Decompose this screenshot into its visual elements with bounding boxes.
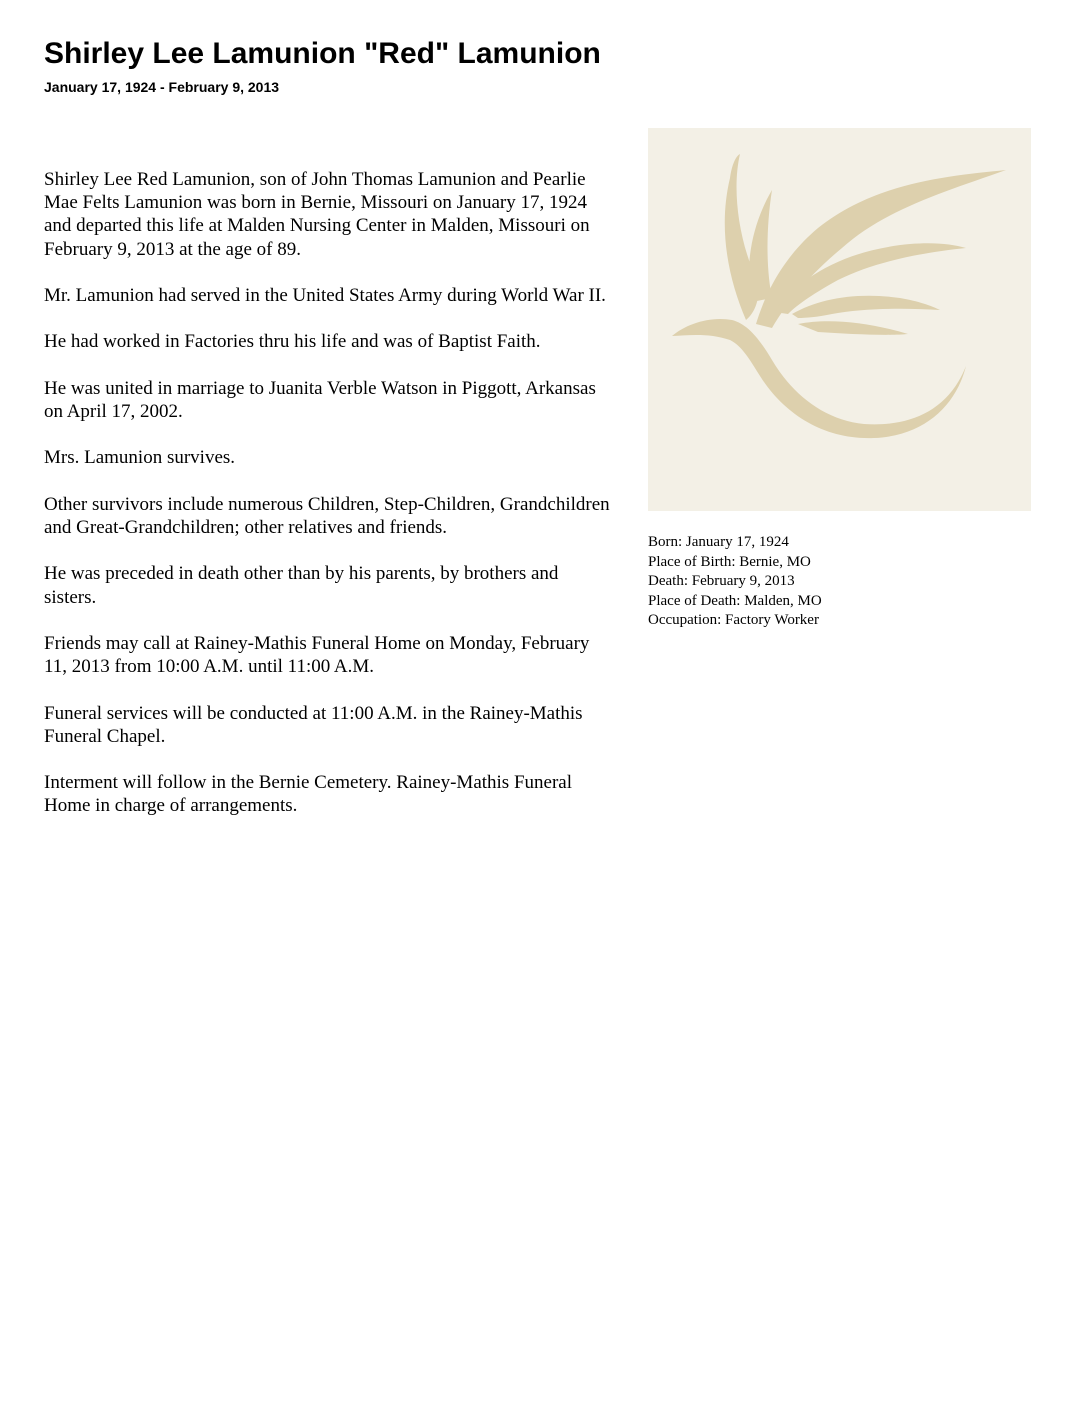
- dove-image: [648, 128, 1031, 511]
- obituary-paragraph: Other survivors include numerous Children, Step-Children, Grandchildren and Great-Grandchildren; other relatives and friends.: [44, 493, 610, 538]
- obituary-paragraph: Mrs. Lamunion survives.: [44, 447, 236, 469]
- obituary-paragraph: Interment will follow in the Bernie Cemetery. Rainey-Mathis Funeral Home in charge of arrangements.: [44, 772, 572, 817]
- obituary-paragraph: Friends may call at Rainey-Mathis Funeral Home on Monday, February 11, 2013 from 10:00 A.M. until 11:00 A.M.: [44, 632, 590, 678]
- life-dates: January 17, 1924 - February 9, 2013: [44, 79, 280, 95]
- vital-facts: [648, 533, 1028, 631]
- obituary-paragraph: Mr. Lamunion had served in the United States Army during World War II.: [44, 285, 606, 306]
- fact-place-of-death: Place of Death: Malden, MO: [648, 592, 822, 609]
- obituary-paragraph: Shirley Lee Red Lamunion, son of John Thomas Lamunion and Pearlie Mae Felts Lamunion was born in Bernie, Missouri on January 17, 1924 and departed this life at Malden Nursing Center in Malden, Missouri on February 9, 2013 at the age of 89.: [44, 169, 590, 260]
- obituary-paragraph: Funeral services will be conducted at 11:00 A.M. in the Rainey-Mathis Funeral Chapel.: [44, 702, 583, 747]
- fact-place-of-birth: Place of Birth: Bernie, MO: [648, 553, 811, 570]
- fact-occupation: Occupation: Factory Worker: [648, 612, 819, 629]
- obituary-paragraph: He was united in marriage to Juanita Verble Watson in Piggott, Arkansas on April 17, 2002.: [44, 377, 596, 422]
- obituary-paragraph: He had worked in Factories thru his life and was of Baptist Faith.: [44, 331, 541, 353]
- dove-icon: [648, 128, 1031, 511]
- page-title: Shirley Lee Lamunion "Red" Lamunion: [44, 37, 601, 70]
- obituary-paragraph: He was preceded in death other than by his parents, by brothers and sisters.: [44, 563, 559, 608]
- fact-death: Death: February 9, 2013: [648, 573, 795, 590]
- obituary-text: [44, 168, 614, 841]
- fact-born: Born: January 17, 1924: [648, 534, 789, 550]
